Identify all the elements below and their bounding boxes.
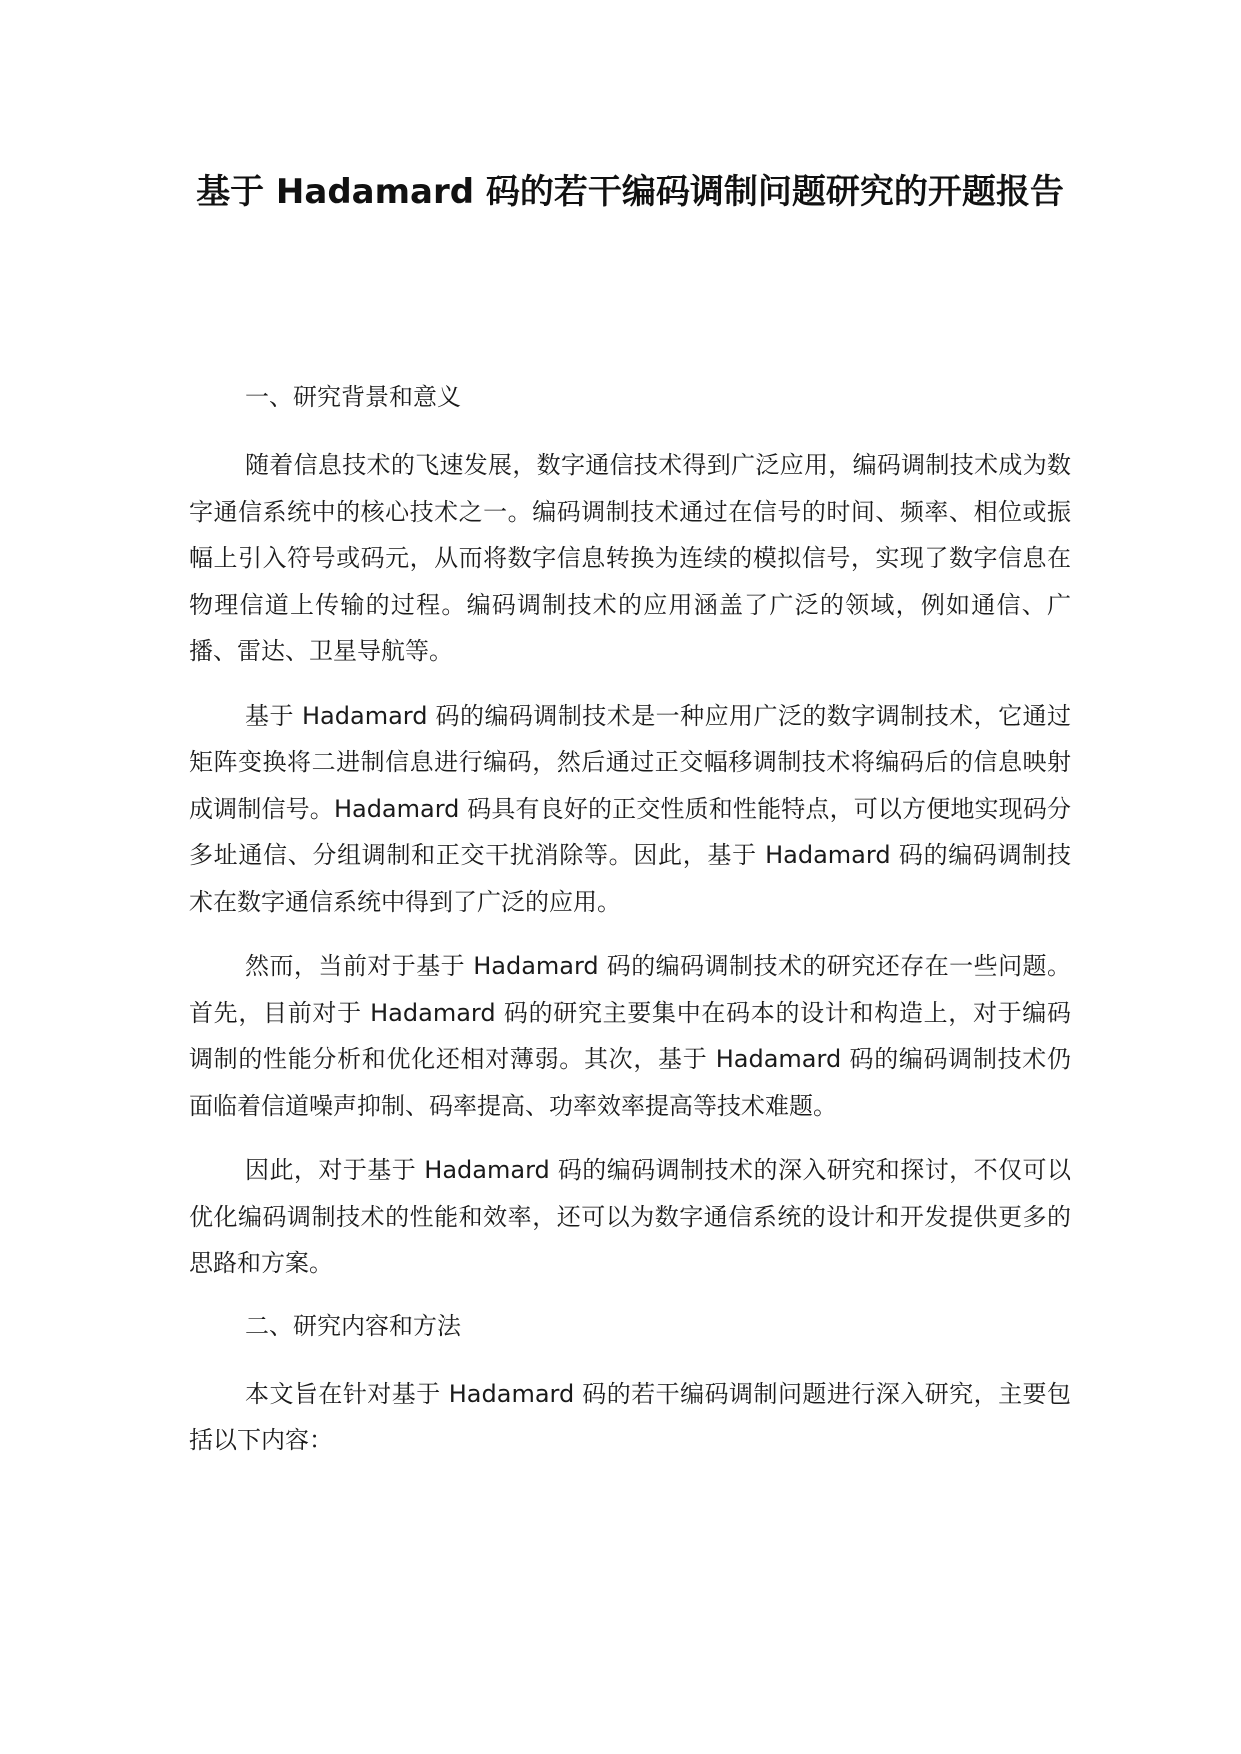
paragraph: 随着信息技术的飞速发展，数字通信技术得到广泛应用，编码调制技术成为数字通信系统中的核心技术之一。编码调制技术通过在信号的时间、频率、相位或振幅上引入符号或码元，从而将数字信息转换为连续的模拟信号，实现了数字信息在物理信道上传输的过程。编码调制技术的应用涵盖了广泛的领域，例如通信、广播、雷达、卫星导航等。	[189, 451, 1071, 665]
document-title: 基于 Hadamard 码的若干编码调制问题研究的开题报告	[196, 172, 1064, 212]
paragraph: 基于 Hadamard 码的编码调制技术是一种应用广泛的数字调制技术，它通过矩阵变换将二进制信息进行编码，然后通过正交幅移调制技术将编码后的信息映射成调制信号。Hadamard 码具有良好的正交性质和性能特点，可以方便地实现码分多址通信、分组调制和正交干扰消除等。因此，基于 Hadamard 码的编码调制技术在数字通信系统中得到了广泛的应用。	[189, 701, 1071, 916]
document-body	[189, 376, 1071, 1482]
paragraph: 因此，对于基于 Hadamard 码的编码调制技术的深入研究和探讨，不仅可以优化编码调制技术的性能和效率，还可以为数字通信系统的设计和开发提供更多的思路和方案。	[189, 1156, 1071, 1277]
paragraph: 然而，当前对于基于 Hadamard 码的编码调制技术的研究还存在一些问题。首先，目前对于 Hadamard 码的研究主要集中在码本的设计和构造上，对于编码调制的性能分析和优化还相对薄弱。其次，基于 Hadamard 码的编码调制技术仍面临着信道噪声抑制、码率提高、功率效率提高等技术难题。	[189, 952, 1071, 1120]
paragraph: 本文旨在针对基于 Hadamard 码的若干编码调制问题进行深入研究，主要包括以下内容：	[189, 1379, 1071, 1454]
section-heading-background: 一、研究背景和意义	[245, 383, 461, 411]
section-heading-methods: 二、研究内容和方法	[245, 1311, 461, 1340]
